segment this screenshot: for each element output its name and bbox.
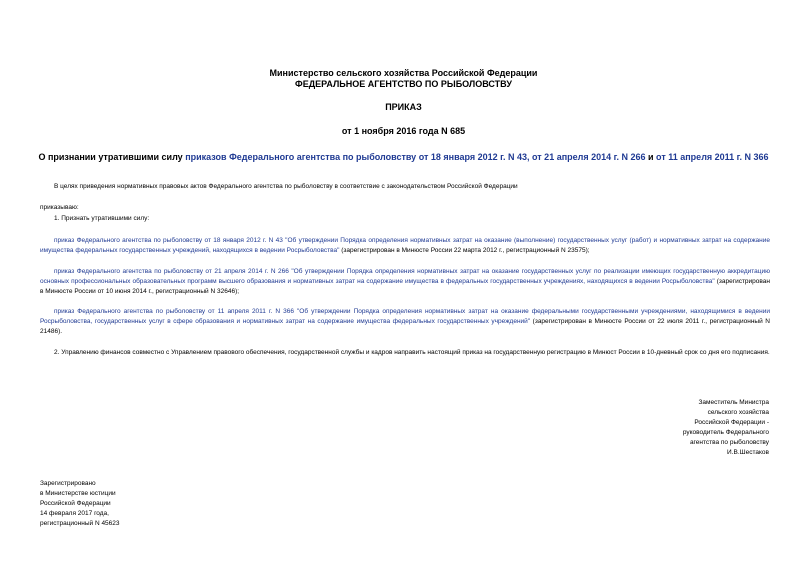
title-link-order-366[interactable]: от 11 апреля 2011 г. N 366 [656, 152, 769, 162]
registration-date: 14 февраля 2017 года, [40, 510, 109, 517]
registration-line: Российской Федерации [40, 500, 111, 507]
reference-3 [40, 307, 770, 337]
reference-2-link[interactable]: приказ Федерального агентства по рыболовству от 21 апреля 2014 г. N 266 "Об утверждении Порядка определения нормативных затрат на оказание государственных услуг по реализации имеющих государственную аккредитацию основных профессиональных образовательных программ высшего образования и нормативных затрат на содержание имущества в федеральных государственных учреждениях, находящихся в ведении Росрыболовства" [40, 268, 770, 285]
ministry-name: Министерство сельского хозяйства Российской Федерации [269, 68, 538, 78]
signature-block [569, 398, 769, 458]
agency-name: ФЕДЕРАЛЬНОЕ АГЕНТСТВО ПО РЫБОЛОВСТВУ [295, 79, 512, 89]
signature-line: агентства по рыболовству [689, 439, 769, 446]
title-prefix: О признании утратившими силу [38, 152, 186, 162]
item-2: 2. Управлению финансов совместно с Управлением правового обеспечения, государственной службы и кадров направить настоящий приказ на государственную регистрацию в Минюст России в 10-дневный срок со дня его подписания. [54, 349, 770, 356]
prikazyvayu: приказываю: [40, 204, 79, 211]
reference-1-rest: (зарегистрирован в Минюсте России 22 марта 2012 г., регистрационный N 23575); [339, 247, 590, 254]
registration-block [40, 479, 240, 529]
signature-line: Российской Федерации - [694, 419, 769, 426]
item-1: 1. Признать утратившими силу: [54, 215, 150, 222]
document-header [0, 68, 807, 90]
intro-paragraph: В целях приведения нормативных правовых актов Федерального агентства по рыболовству в соответствие с законодательством Российской Федерации [54, 183, 518, 190]
signer-name: И.В.Шестаков [727, 449, 769, 456]
signature-line: руководитель Федерального [682, 429, 769, 436]
title-link-orders[interactable]: приказов Федерального агентства по рыболовству от 18 января 2012 г. N 43, от 21 апреля 2014 г. N 266 [185, 152, 646, 162]
document-title [0, 152, 807, 162]
reference-3-link[interactable]: приказ Федерального агентства по рыболовству от 11 апреля 2011 г. N 366 "Об утверждении Порядка определения нормативных затрат на оказание федеральными государственными учреждениями, находящимися в ведении Росрыболовства, государственных услуг в сфере образования и нормативных затрат на содержание имущества федеральных государственных учреждений" [40, 308, 770, 325]
registration-line: в Министерстве юстиции [40, 490, 116, 497]
reference-1-link[interactable]: приказ Федерального агентства по рыболовству от 18 января 2012 г. N 43 "Об утверждении Порядка определения нормативных затрат на оказание (выполнение) государственных услуг (работ) и нормативных затрат на содержание имущества федеральных государственных учреждений, находящихся в ведении Росрыболовства" [40, 237, 770, 254]
registration-line: Зарегистрировано [40, 480, 96, 487]
title-middle: и [645, 152, 657, 162]
reference-3-rest: (зарегистрирован в Минюсте России от 22 июля 2011 г., регистрационный N 21486). [40, 318, 770, 335]
signature-line: Заместитель Министра [698, 399, 769, 406]
signature-line: сельского хозяйства [707, 409, 769, 416]
registration-number: регистрационный N 45623 [40, 520, 120, 527]
document-date: от 1 ноября 2016 года N 685 [341, 126, 466, 136]
reference-2-rest: (зарегистрирован в Минюсте России от 10 июня 2014 г., регистрационный N 32646); [40, 278, 770, 295]
reference-1 [40, 236, 770, 256]
document-type: ПРИКАЗ [385, 102, 422, 112]
reference-2 [40, 267, 770, 297]
